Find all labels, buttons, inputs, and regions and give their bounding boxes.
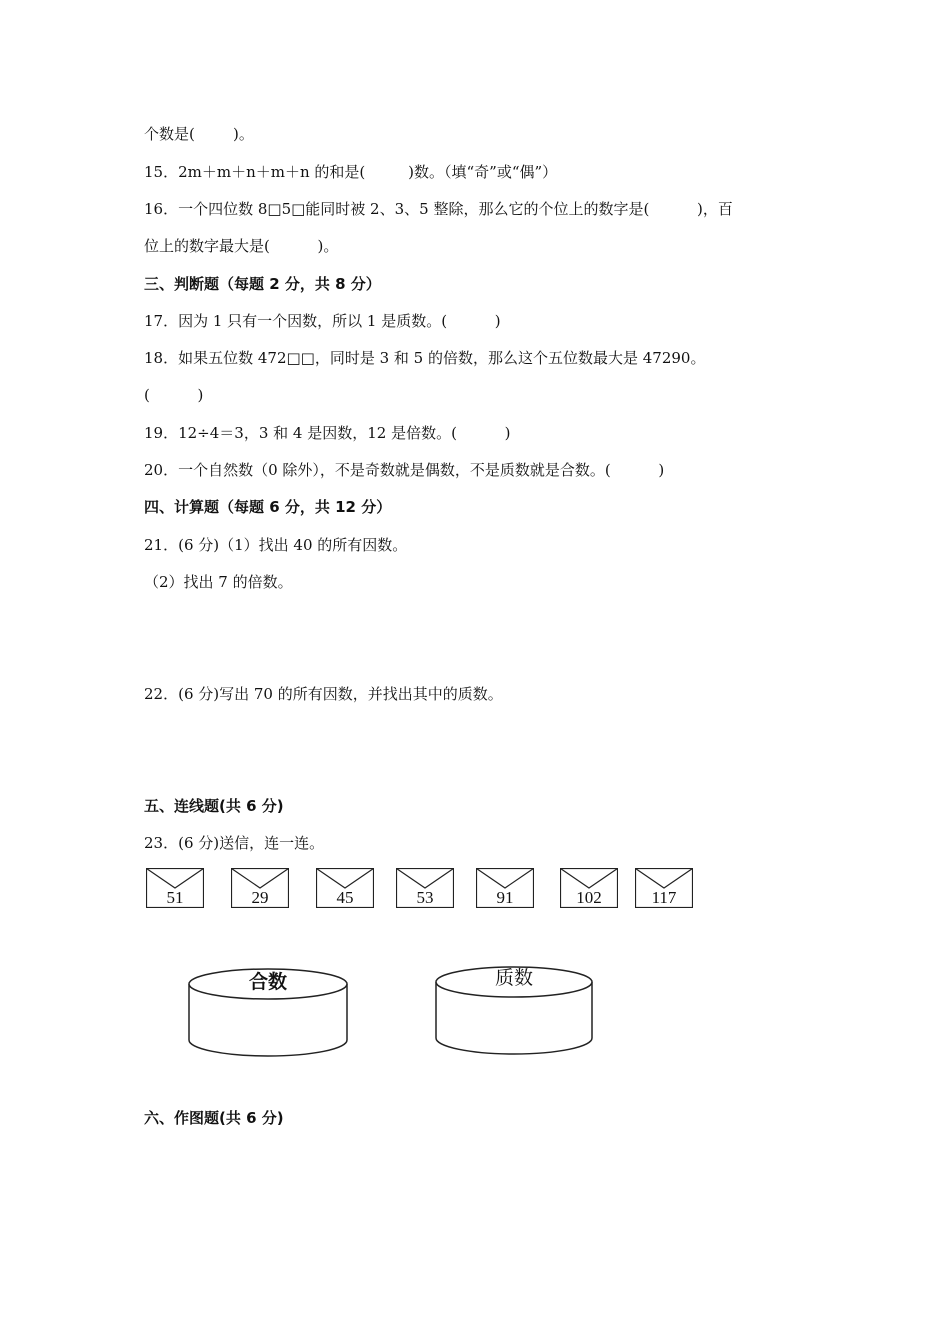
q20: 20．一个自然数（0 除外），不是奇数就是偶数，不是质数就是合数。( ) xyxy=(144,461,665,479)
q19: 19．12÷4＝3，3 和 4 是因数，12 是倍数。( ) xyxy=(144,424,511,442)
q21-part2: （2）找出 7 的倍数。 xyxy=(144,573,293,591)
section-3-heading: 三、判断题（每题 2 分，共 8 分） xyxy=(144,275,381,293)
q17: 17．因为 1 只有一个因数，所以 1 是质数。( ) xyxy=(144,312,501,330)
envelope-53 xyxy=(396,868,454,908)
q21-part1: 21．(6 分)（1）找出 40 的所有因数。 xyxy=(144,536,408,554)
envelope-number: 102 xyxy=(576,888,602,907)
q15: 15．2m＋m＋n＋m＋n 的和是( )数。（填“奇”或“偶”） xyxy=(144,163,558,181)
envelope-number: 53 xyxy=(416,888,434,907)
section-6-heading: 六、作图题(共 6 分) xyxy=(144,1109,284,1127)
envelope-117 xyxy=(635,868,693,908)
envelope-102 xyxy=(560,868,618,908)
envelope-29 xyxy=(231,868,289,908)
composite-box-label: 合数 xyxy=(248,971,287,993)
q22: 22．(6 分)写出 70 的所有因数，并找出其中的质数。 xyxy=(144,685,503,703)
q18-line2: ( ) xyxy=(144,386,204,404)
prime-number-box xyxy=(435,964,593,1056)
envelope-number: 51 xyxy=(166,888,184,907)
q23: 23．(6 分)送信，连一连。 xyxy=(144,834,325,852)
envelope-91 xyxy=(476,868,534,908)
envelope-number: 45 xyxy=(336,888,354,907)
q18-line1: 18．如果五位数 472□□，同时是 3 和 5 的倍数，那么这个五位数最大是 47290。 xyxy=(144,349,706,367)
q16-line2: 位上的数字最大是( )。 xyxy=(144,237,339,255)
section-5-heading: 五、连线题(共 6 分) xyxy=(144,797,284,815)
q14-continuation: 个数是( )。 xyxy=(144,125,254,143)
q16-line1: 16．一个四位数 8□5□能同时被 2、3、5 整除，那么它的个位上的数字是( )，百 xyxy=(144,200,733,218)
composite-number-box xyxy=(188,966,348,1058)
envelope-number: 91 xyxy=(496,888,514,907)
envelope-51 xyxy=(146,868,204,908)
envelope-number: 117 xyxy=(651,888,677,907)
envelope-number: 29 xyxy=(251,888,269,907)
section-4-heading: 四、计算题（每题 6 分，共 12 分） xyxy=(144,498,392,516)
envelope-45 xyxy=(316,868,374,908)
prime-box-label: 质数 xyxy=(494,967,533,989)
